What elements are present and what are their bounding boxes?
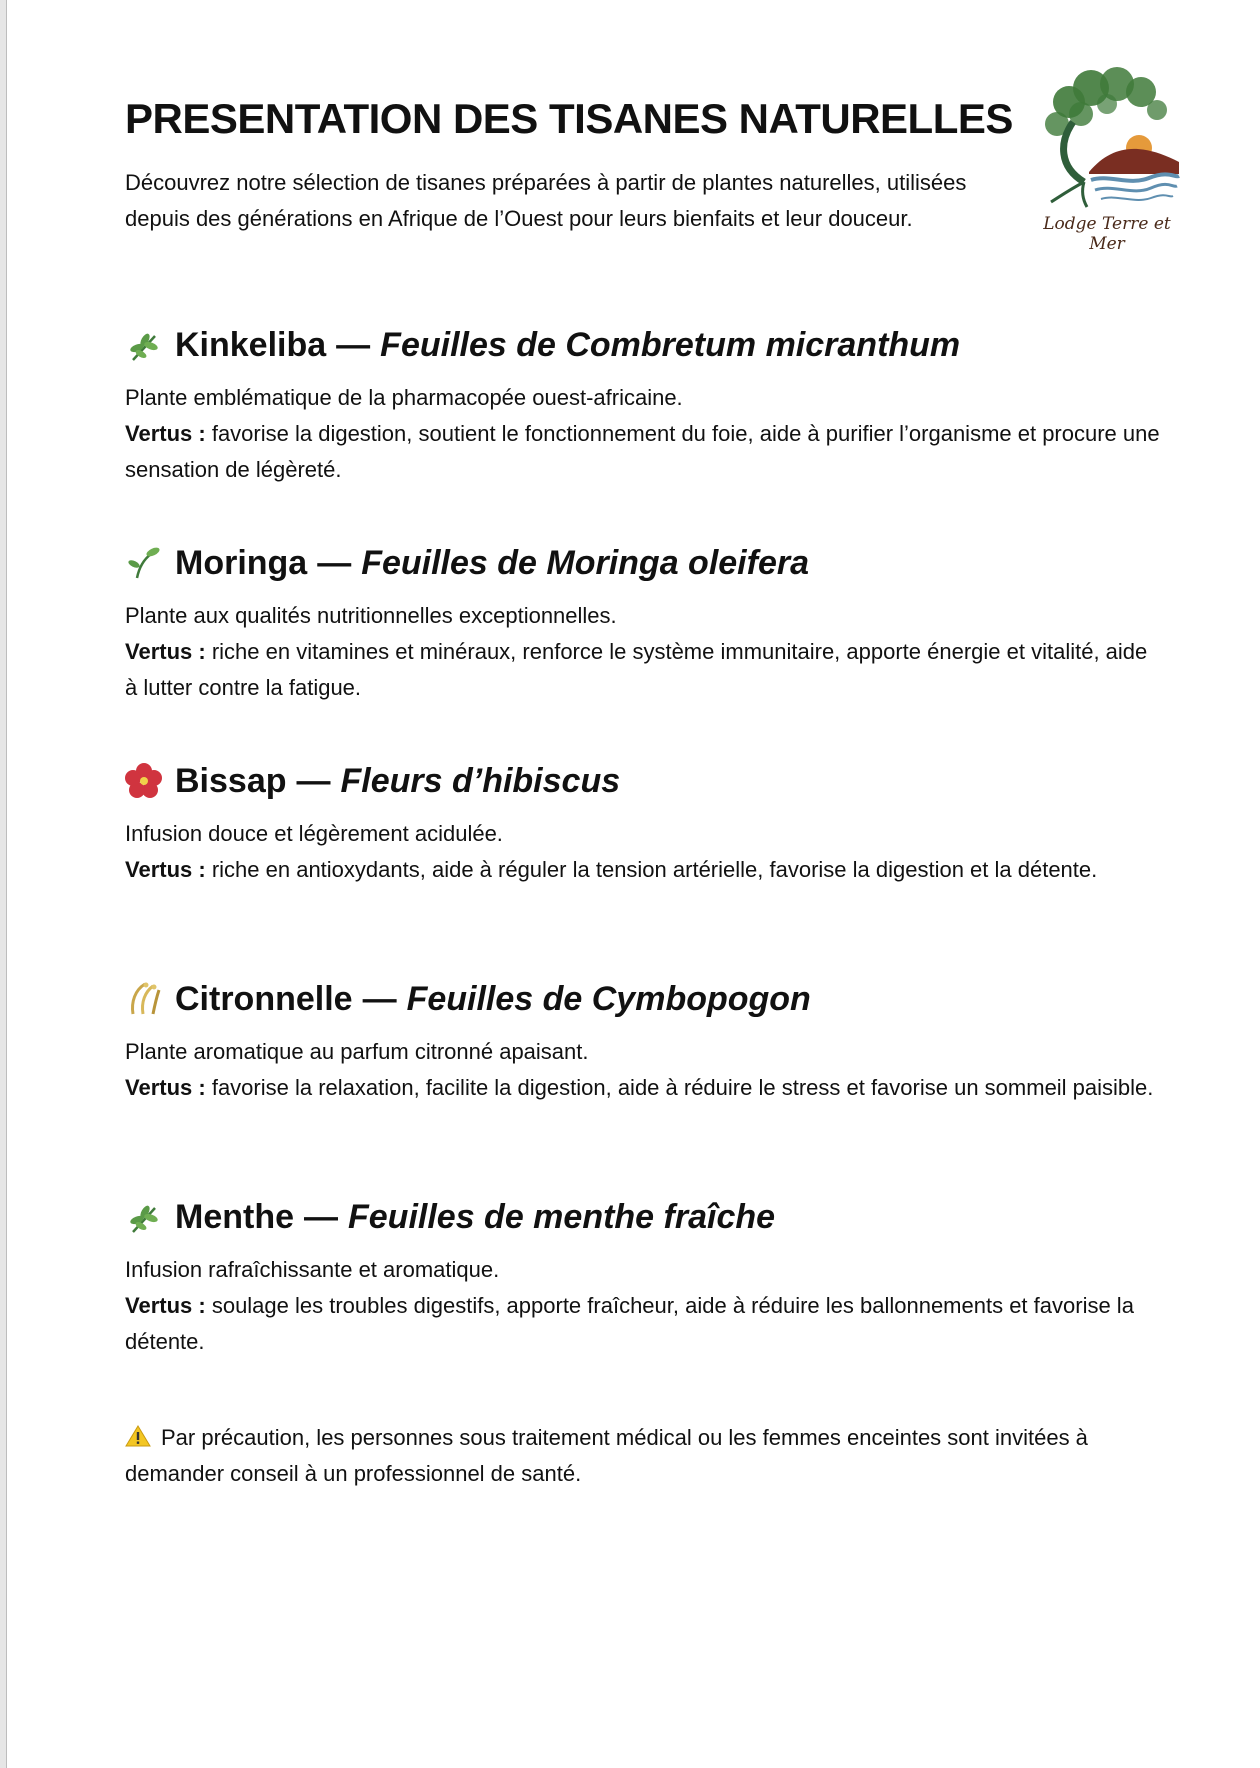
section-body	[125, 380, 1165, 488]
vertus-label: Vertus :	[125, 639, 206, 664]
vertus-text: riche en antioxydants, aide à réguler la tension artérielle, favorise la digestion et la détente.	[211, 857, 1098, 882]
section-heading	[125, 976, 1165, 1022]
vertus-text: favorise la relaxation, facilite la digestion, aide à réduire le stress et favorise un sommeil paisible.	[211, 1075, 1154, 1100]
section-body	[125, 816, 1165, 888]
herb-icon	[125, 326, 163, 364]
precaution-text: Par précaution, les personnes sous traitement médical ou les femmes enceintes sont invitées à demander conseil à un professionnel de santé.	[125, 1425, 1088, 1486]
tisane-description: Plante aux qualités nutritionnelles exceptionnelles.	[125, 603, 617, 628]
lodge-logo	[1029, 62, 1185, 254]
tisane-vertus	[125, 634, 1165, 706]
tisane-section-bissap	[125, 758, 1165, 976]
tisane-section-kinkeliba	[125, 322, 1165, 540]
tisane-name: Bissap	[175, 762, 287, 800]
section-heading	[125, 322, 1165, 368]
section-heading	[125, 540, 1165, 586]
grain-icon	[125, 980, 163, 1018]
tisane-section-citronnelle	[125, 976, 1165, 1194]
vertus-label: Vertus :	[125, 1293, 206, 1318]
section-body	[125, 598, 1165, 706]
tisane-description: Plante aromatique au parfum citronné apaisant.	[125, 1039, 589, 1064]
herb-icon	[125, 1198, 163, 1236]
tisane-name: Citronnelle	[175, 980, 353, 1018]
tisane-section-menthe	[125, 1194, 1165, 1412]
tisane-list	[125, 322, 1165, 1412]
tisane-scientific-name: Feuilles de Combretum micranthum	[380, 326, 961, 364]
tisane-description: Plante emblématique de la pharmacopée ouest-africaine.	[125, 385, 683, 410]
vertus-label: Vertus :	[125, 1075, 206, 1100]
tisane-name: Kinkeliba	[175, 326, 327, 364]
tisane-scientific-name: Fleurs d’hibiscus	[340, 762, 621, 800]
page-title: PRESENTATION DES TISANES NATURELLES	[125, 95, 1013, 142]
tisane-scientific-name: Feuilles de menthe fraîche	[348, 1198, 776, 1236]
tisane-section-moringa	[125, 540, 1165, 758]
tisane-name: Menthe	[175, 1198, 294, 1236]
tisane-vertus	[125, 1070, 1165, 1106]
logo-caption: Lodge Terre et Mer	[1043, 214, 1171, 254]
intro-paragraph: Découvrez notre sélection de tisanes préparées à partir de plantes naturelles, utilisées depuis des générations en Afrique de l’Ouest pour leurs bienfaits et leur douceur.	[125, 170, 967, 232]
section-body	[125, 1252, 1165, 1360]
tisane-description: Infusion rafraîchissante et aromatique.	[125, 1257, 500, 1282]
heading-dash: —	[317, 544, 352, 582]
heading-dash: —	[336, 326, 371, 364]
tisane-vertus	[125, 852, 1165, 888]
heading-dash: —	[296, 762, 331, 800]
hibiscus-icon	[125, 762, 163, 800]
vertus-label: Vertus :	[125, 421, 206, 446]
warning-icon	[125, 1425, 151, 1447]
section-heading	[125, 1194, 1165, 1240]
heading-dash: —	[362, 980, 397, 1018]
document-page	[6, 0, 1260, 1768]
tisane-description: Infusion douce et légèrement acidulée.	[125, 821, 503, 846]
tisane-scientific-name: Feuilles de Moringa oleifera	[361, 544, 809, 582]
vertus-text: riche en vitamines et minéraux, renforce le système immunitaire, apporte énergie et vitalité, aide à lutter contre la fatigue.	[125, 639, 1148, 700]
vertus-text: favorise la digestion, soutient le fonctionnement du foie, aide à purifier l’organisme et procure une sensation de légèreté.	[125, 421, 1160, 482]
document-header	[125, 95, 1025, 237]
tisane-scientific-name: Feuilles de Cymbopogon	[406, 980, 811, 1018]
heading-dash: —	[304, 1198, 338, 1236]
tisane-vertus	[125, 416, 1165, 488]
vertus-text: soulage les troubles digestifs, apporte fraîcheur, aide à réduire les ballonnements et favorise la détente.	[125, 1293, 1134, 1354]
tisane-name: Moringa	[175, 544, 308, 582]
tisane-vertus	[125, 1288, 1165, 1360]
section-heading	[125, 758, 1165, 804]
section-body	[125, 1034, 1165, 1106]
vertus-label: Vertus :	[125, 857, 206, 882]
precaution-note	[125, 1420, 1165, 1492]
seedling-icon	[125, 544, 163, 582]
tree-logo-icon	[1029, 62, 1185, 212]
